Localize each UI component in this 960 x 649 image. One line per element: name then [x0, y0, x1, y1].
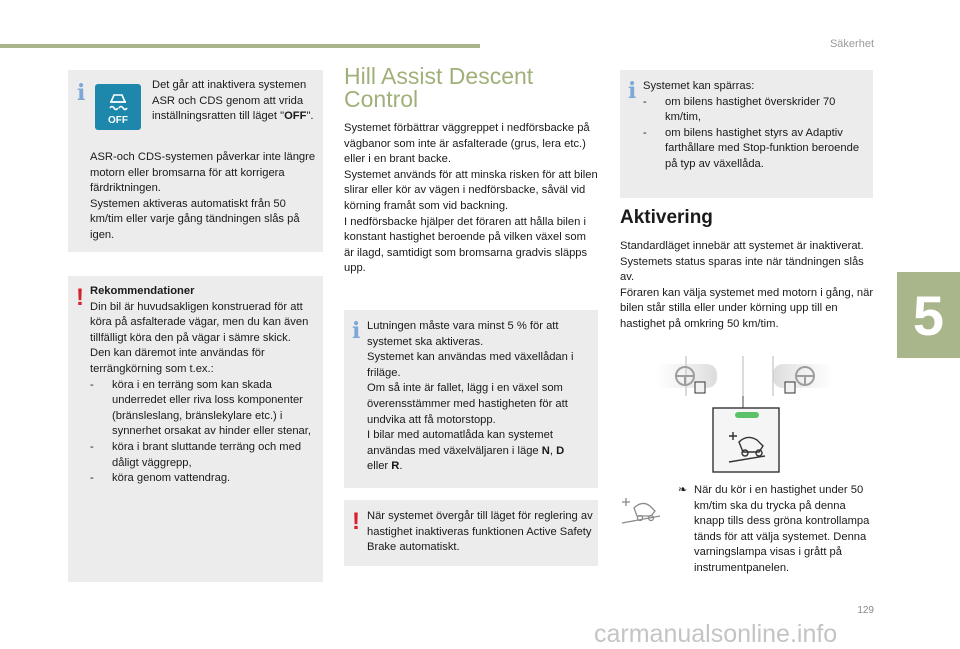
info-icon: i [77, 80, 86, 106]
list-text: om bilens hastighet styrs av Adaptiv farthållare med Stop-funktion beroende på typ av växellåda. [665, 126, 860, 170]
info-box-lock [620, 70, 873, 198]
info-line: I bilar med automatlåda kan systemet användas med växelväljaren i läge [367, 429, 553, 457]
body-paragraph: Föraren kan välja systemet med motorn i gång, när bilen står stilla eller under körning upp till en hastighet på omkring 50 km/tim. [620, 286, 874, 330]
activation-body [620, 239, 878, 333]
list-dash: - [643, 95, 647, 108]
list-item [90, 378, 318, 440]
header-accent-bar [0, 44, 480, 48]
list-item [90, 471, 318, 487]
intro-paragraph: I nedförsbacke hjälper det föraren att hålla bilen i konstant hastighet beroende på vilken växel som är ilagd, samtidigt som bromsarna gradvis släpps upp. [344, 215, 588, 275]
asr-off-icon [95, 84, 141, 130]
info-paragraph: ASR-och CDS-systemen påverkar inte längre motorn eller bromsarna för att korrigera färdriktningen. [90, 151, 316, 195]
list-text: köra i brant sluttande terräng och med dåligt väggrepp, [112, 440, 302, 469]
section-heading-hadc: Hill Assist Descent Control [344, 63, 534, 112]
list-item [643, 95, 869, 126]
info-box-slope [344, 310, 598, 488]
list-text: köra i en terräng som kan skada underredet eller riva loss komponenter (bränsleslang, bränslekylare etc.) i synnerhet orsakat av hinder eller stenar, [112, 378, 311, 438]
section-title: Säkerhet [829, 38, 874, 50]
gear-n: N [541, 444, 550, 457]
hadc-intro [344, 121, 598, 277]
page-number: 129 [857, 605, 874, 616]
list-text: köra genom vattendrag. [112, 472, 231, 485]
warning-content [90, 284, 318, 487]
gear-or: eller [367, 460, 392, 473]
intro-paragraph: Systemet förbättrar väggreppet i nedförsbacke på vägbanor som inte är asfalterade (grus, lera etc.) eller i en brant backe. [344, 122, 590, 166]
warning-icon: ! [352, 508, 360, 535]
info-intro-end: ". [306, 110, 314, 123]
warning-icon: ! [76, 284, 84, 311]
chapter-tab: 5 [897, 272, 960, 358]
info-body [90, 150, 318, 244]
seat-switch-icon [695, 382, 705, 393]
dashboard-illustration [655, 352, 835, 476]
body-paragraph: Systemets status sparas inte när tändningen slås av. [620, 255, 864, 284]
list-dash: - [90, 440, 94, 453]
list-dash: - [643, 126, 647, 139]
warning-box-asb [344, 500, 598, 566]
gear-d: D [556, 444, 565, 457]
green-led-indicator [735, 412, 759, 418]
list-item [90, 440, 318, 471]
instruction-bullet: ❧ [678, 484, 688, 496]
info-line-gears [367, 428, 593, 475]
warning-box-recommendations [68, 276, 323, 582]
info-intro [152, 78, 318, 125]
hill-descent-small-icon [620, 492, 666, 524]
info-content [367, 319, 593, 475]
info-title: Systemet kan spärras: [643, 80, 755, 92]
gear-end: . [399, 460, 403, 473]
info-paragraph: Systemen aktiveras automatiskt från 50 km/tim eller varje gång tändningen slås på igen. [90, 197, 300, 241]
warning-text: När systemet övergår till läget för reglering av hastighet inaktiveras funktionen Active Safety Brake automatiskt. [367, 510, 593, 554]
info-box-asr-cds [68, 70, 323, 252]
off-label: OFF [284, 110, 307, 123]
info-line: Lutningen måste vara minst 5 % för att systemet ska aktiveras. [367, 320, 559, 348]
info-intro-text: Det går att inaktivera systemen ASR och CDS genom att vrida inställningsratten till läget " [152, 79, 307, 123]
section-heading-activation: Aktivering [620, 207, 713, 228]
list-dash: - [90, 378, 94, 391]
info-content [643, 79, 869, 173]
list-item [643, 126, 869, 173]
gear-r: R [391, 460, 400, 473]
info-icon: i [628, 78, 637, 104]
warning-paragraph: Din bil är huvudsakligen konstruerad för att köra på asfalterade vägar, men du kan även tillfälligt köra den på vägar i sämre skick. [90, 300, 309, 344]
watermark: carmanualsonline.info [594, 620, 838, 648]
instruction-text: När du kör i en hastighet under 50 km/tim ska du trycka på denna knapp tills dess gröna kontrollampa tänds för att välja systemet. Denna varningslampa visas i grått på instrumentpanelen. [694, 484, 870, 574]
warning-title: Rekommendationer [90, 285, 195, 297]
intro-paragraph: Systemet används för att minska risken för att bilen slirar eller kör av vägen i nedförsbacke, såväl vid körning framåt som vid backning. [344, 168, 598, 212]
body-paragraph: Standardläget innebär att systemet är inaktiverat. [620, 240, 864, 252]
warning-paragraph: Den kan däremot inte användas för terrängkörning som t.ex.: [90, 347, 265, 375]
off-icon-text: OFF [108, 115, 128, 126]
gear-separator: , [549, 444, 557, 457]
info-icon: i [352, 318, 361, 344]
info-line: Om så inte är fallet, lägg i en växel som överensstämmer med hastigheten för att undvika att få motorstopp. [367, 382, 568, 426]
info-line: Systemet kan användas med växellådan i friläge. [367, 351, 574, 379]
seat-switch-icon [785, 382, 795, 393]
list-dash: - [90, 472, 94, 485]
list-text: om bilens hastighet överskrider 70 km/tim, [665, 95, 836, 124]
